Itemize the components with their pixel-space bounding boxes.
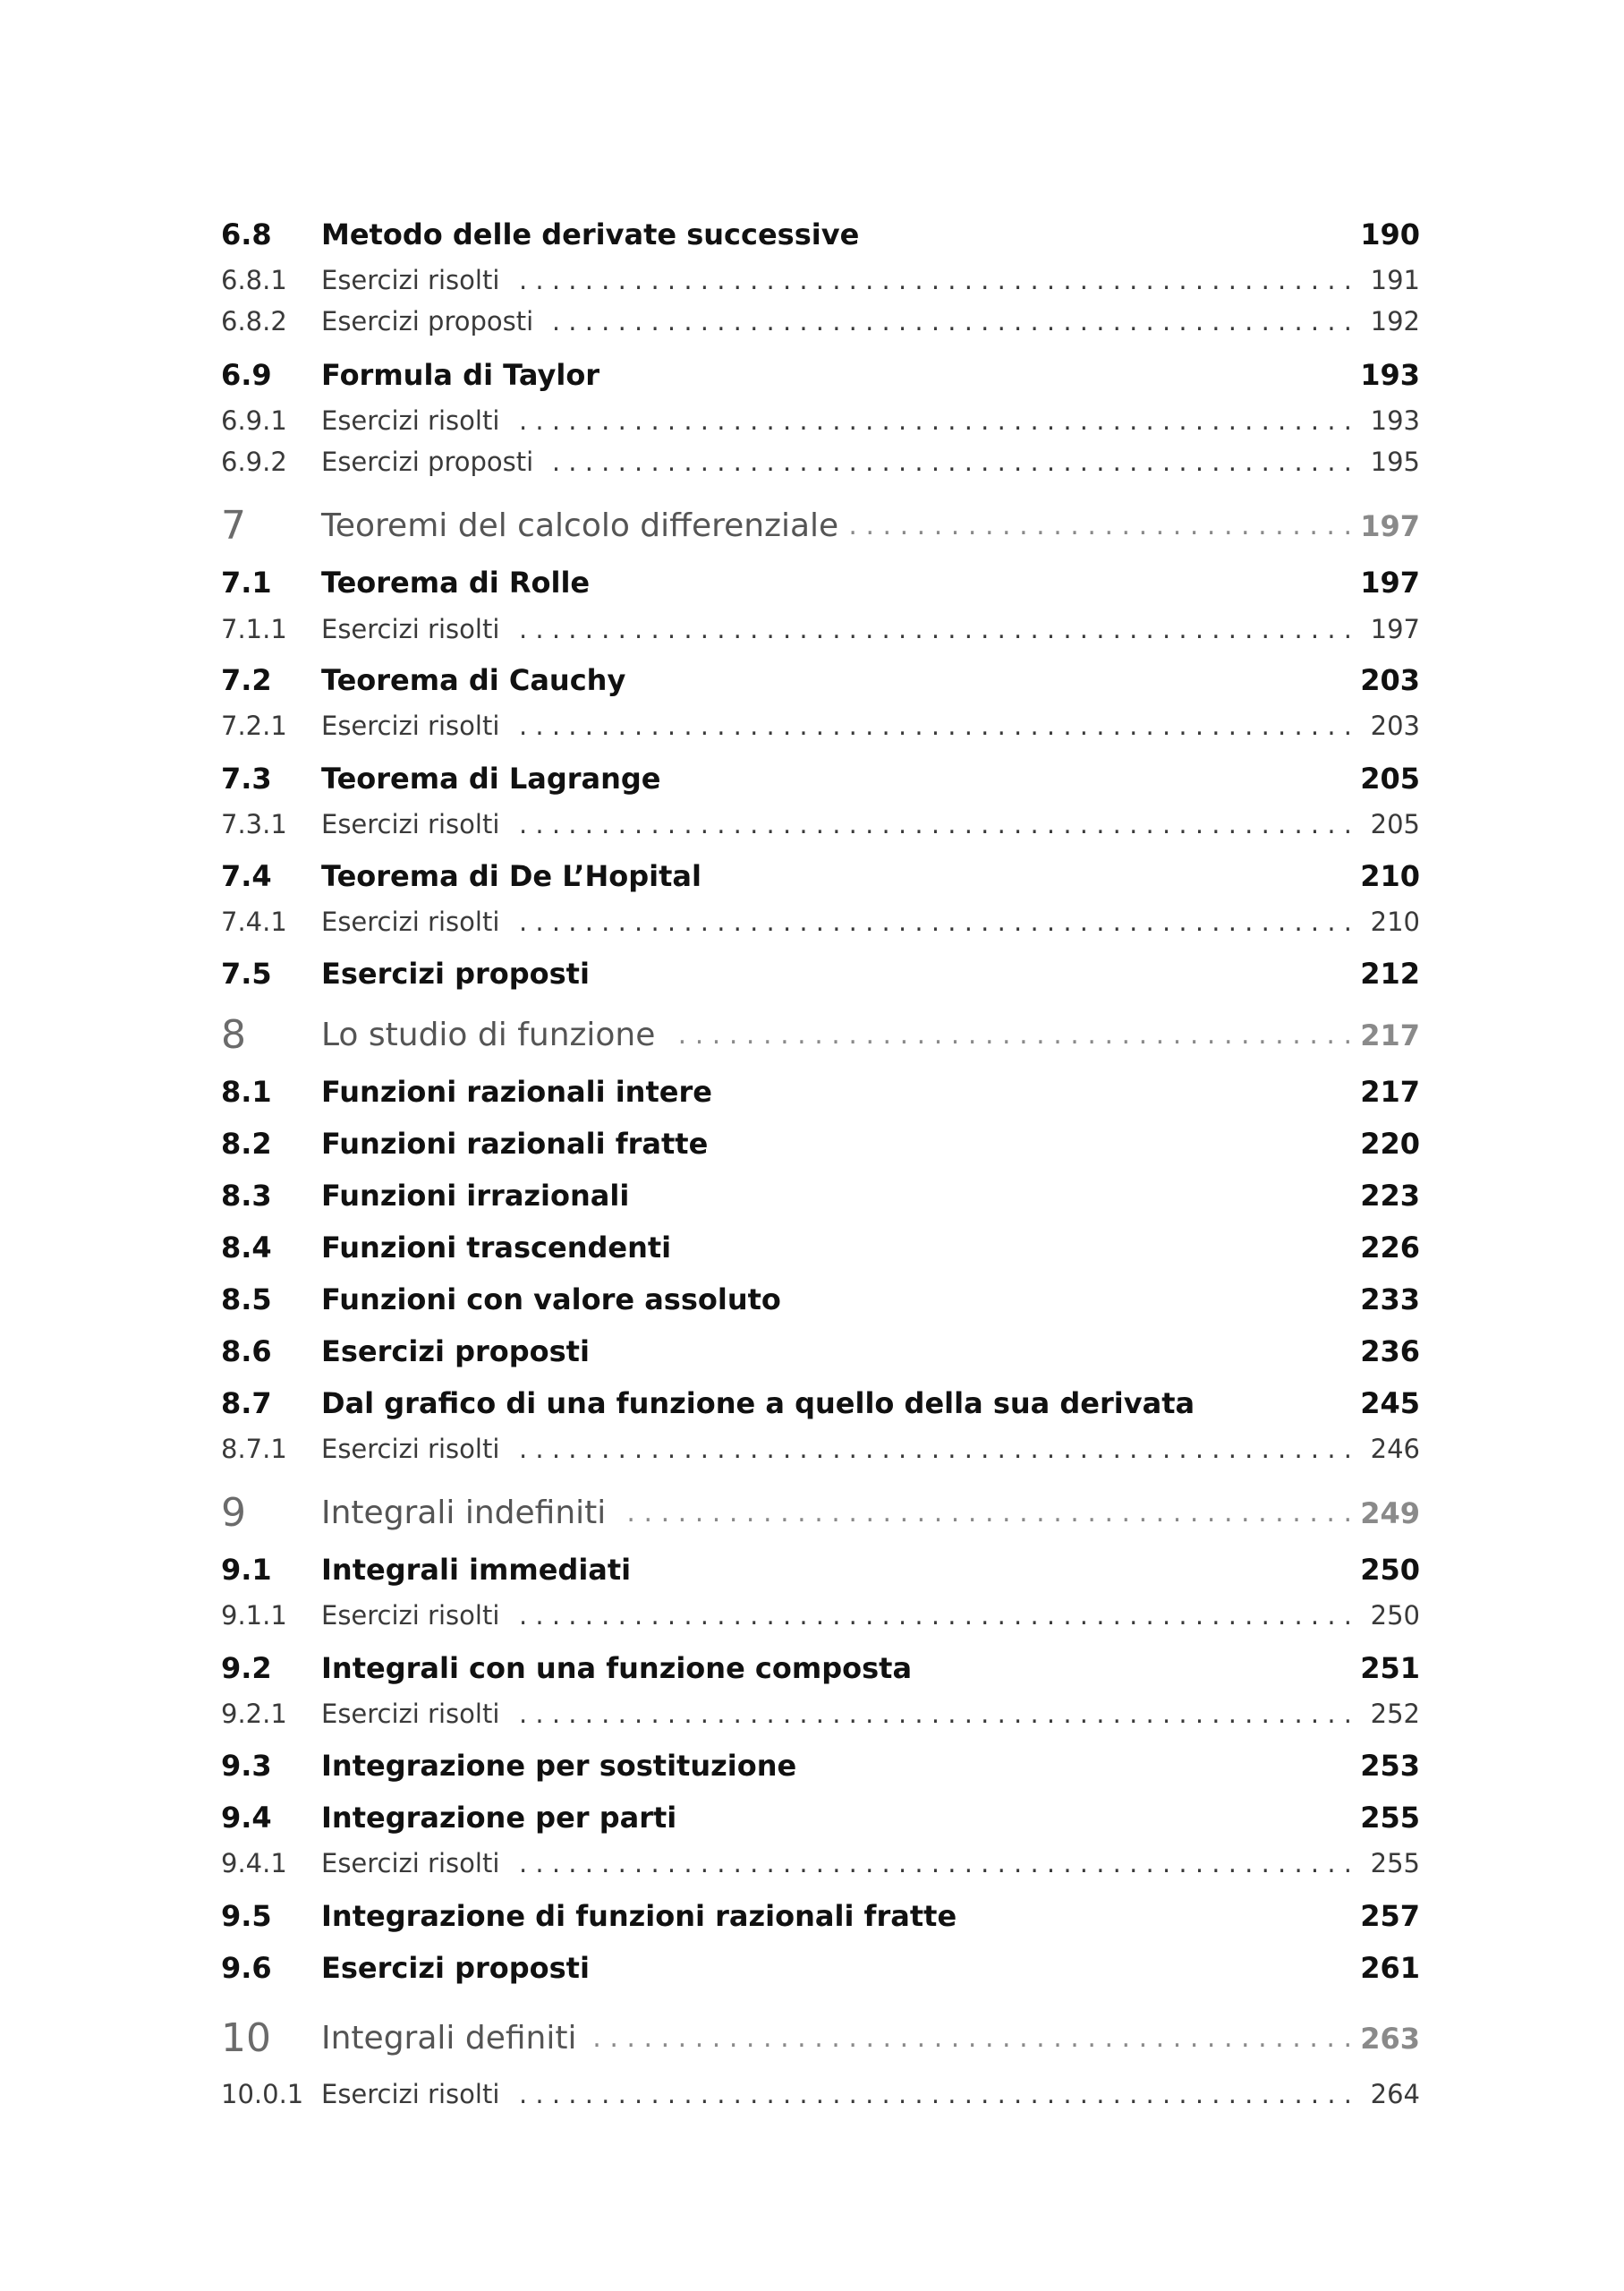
- toc-subsection-row[interactable]: [221, 296, 1420, 346]
- toc-title: Esercizi proposti: [321, 1334, 590, 1368]
- toc-subsection-row[interactable]: [221, 1590, 1420, 1640]
- toc-page-number: 217: [1360, 1075, 1420, 1109]
- toc-section-row[interactable]: [221, 1643, 1420, 1693]
- toc-title: Teorema di De L’Hopital: [321, 859, 701, 893]
- toc-title: Esercizi proposti: [321, 957, 590, 991]
- toc-chapter-row[interactable]: [221, 501, 1420, 551]
- toc-title: Integrali indefiniti: [321, 1495, 607, 1531]
- toc-leader-dots: [512, 701, 1352, 751]
- toc-subsection-row[interactable]: [221, 437, 1420, 487]
- toc-number: 7.4.1: [221, 907, 287, 937]
- toc-section-row[interactable]: [221, 851, 1420, 901]
- toc-page-number: 197: [1370, 614, 1420, 644]
- toc-page-number: 205: [1370, 809, 1420, 839]
- toc-number: 8.5: [221, 1282, 272, 1316]
- toc-title: Esercizi risolti: [321, 1848, 500, 1878]
- toc-page-number: 257: [1360, 1899, 1420, 1933]
- toc-page-number: 210: [1370, 907, 1420, 937]
- toc-page-number: 203: [1360, 663, 1420, 697]
- toc-leader-dots: [512, 2069, 1352, 2119]
- toc-leader-dots: [512, 799, 1352, 849]
- toc-section-row[interactable]: [221, 558, 1420, 608]
- toc-number: 9.3: [221, 1749, 272, 1783]
- toc-page-number: 197: [1360, 566, 1420, 600]
- toc-page-number: 217: [1360, 1018, 1420, 1052]
- toc-title: Metodo delle derivate successive: [321, 217, 860, 251]
- toc-title: Lo studio di funzione: [321, 1017, 656, 1053]
- toc-page-number: 250: [1360, 1553, 1420, 1587]
- toc-leader-dots: [512, 1590, 1352, 1640]
- toc-leader-dots: [512, 1689, 1352, 1739]
- toc-page-number: 210: [1360, 859, 1420, 893]
- toc-page-number: 255: [1370, 1848, 1420, 1878]
- toc-subsection-row[interactable]: [221, 604, 1420, 654]
- toc-title: Teorema di Lagrange: [321, 762, 661, 796]
- toc-title: Formula di Taylor: [321, 358, 600, 392]
- toc-title: Integrali con una funzione composta: [321, 1651, 913, 1685]
- toc-number: 6.8.2: [221, 306, 287, 336]
- toc-number: 6.8: [221, 217, 272, 251]
- toc-page-number: 250: [1370, 1600, 1420, 1631]
- toc-section-row[interactable]: [221, 1274, 1420, 1324]
- toc-number: 9.5: [221, 1899, 272, 1933]
- toc-page-number: 249: [1360, 1496, 1420, 1530]
- toc-number: 7.5: [221, 957, 272, 991]
- toc-title: Teoremi del calcolo differenziale: [321, 507, 839, 544]
- toc-section-row[interactable]: [221, 1222, 1420, 1273]
- toc-page-number: 233: [1360, 1282, 1420, 1316]
- toc-title: Integrali immediati: [321, 1553, 632, 1587]
- toc-subsection-row[interactable]: [221, 897, 1420, 947]
- toc-title: Esercizi risolti: [321, 2079, 500, 2109]
- toc-leader-dots: [512, 897, 1352, 947]
- toc-title: Funzioni razionali fratte: [321, 1127, 709, 1161]
- toc-leader-dots: [589, 2014, 1352, 2064]
- toc-number: 9.2.1: [221, 1699, 287, 1729]
- toc-number: 9.2: [221, 1651, 272, 1685]
- toc-page-number: 195: [1370, 447, 1420, 477]
- toc-page-number: 245: [1360, 1386, 1420, 1420]
- toc-section-row[interactable]: [221, 209, 1420, 260]
- toc-number: 9: [221, 1490, 246, 1536]
- toc-subsection-row[interactable]: [221, 701, 1420, 751]
- toc-chapter-row[interactable]: [221, 1010, 1420, 1060]
- toc-section-row[interactable]: [221, 1171, 1420, 1221]
- toc-title: Esercizi risolti: [321, 1699, 500, 1729]
- toc-page-number: 253: [1360, 1749, 1420, 1783]
- toc-page-number: 264: [1370, 2079, 1420, 2109]
- toc-page-number: 261: [1360, 1951, 1420, 1985]
- toc-number: 8.6: [221, 1334, 272, 1368]
- toc-section-row[interactable]: [221, 1545, 1420, 1595]
- toc-page-number: 212: [1360, 957, 1420, 991]
- toc-leader-dots: [512, 1838, 1352, 1888]
- toc-title: Funzioni trascendenti: [321, 1231, 672, 1265]
- toc-section-row[interactable]: [221, 1943, 1420, 1993]
- toc-number: 8.4: [221, 1231, 272, 1265]
- toc-number: 6.9.2: [221, 447, 287, 477]
- toc-section-row[interactable]: [221, 1891, 1420, 1941]
- toc-title: Funzioni irrazionali: [321, 1179, 630, 1213]
- toc-leader-dots: [546, 437, 1352, 487]
- toc-page-number: 263: [1360, 2022, 1420, 2056]
- toc-page-number: 236: [1360, 1334, 1420, 1368]
- toc-title: Teorema di Cauchy: [321, 663, 626, 697]
- toc-number: 9.4: [221, 1801, 272, 1835]
- toc-page-number: 192: [1370, 306, 1420, 336]
- toc-subsection-row[interactable]: [221, 1838, 1420, 1888]
- toc-number: 7.3.1: [221, 809, 287, 839]
- toc-subsection-row[interactable]: [221, 799, 1420, 849]
- toc-title: Dal grafico di una funzione a quello della sua derivata: [321, 1386, 1195, 1420]
- toc-number: 6.9: [221, 358, 272, 392]
- toc-subsection-row[interactable]: [221, 2069, 1420, 2119]
- toc-section-row[interactable]: [221, 350, 1420, 400]
- toc-number: 6.8.1: [221, 265, 287, 295]
- toc-page-number: 255: [1360, 1801, 1420, 1835]
- toc-number: 8.7: [221, 1386, 272, 1420]
- toc-leader-dots: [512, 1424, 1352, 1474]
- toc-number: 7.2.1: [221, 711, 287, 741]
- toc-page-number: 190: [1360, 217, 1420, 251]
- toc-leader-dots: [667, 1010, 1352, 1060]
- toc-title: Integrazione di funzioni razionali fratte: [321, 1899, 957, 1933]
- toc-title: Esercizi risolti: [321, 1600, 500, 1631]
- toc-number: 7.4: [221, 859, 272, 893]
- toc-title: Esercizi risolti: [321, 711, 500, 741]
- toc-number: 9.6: [221, 1951, 272, 1985]
- toc-title: Esercizi risolti: [321, 614, 500, 644]
- toc-leader-dots: [512, 604, 1352, 654]
- toc-page-number: 251: [1360, 1651, 1420, 1685]
- toc-number: 9.1: [221, 1553, 272, 1587]
- toc-page-number: 252: [1370, 1699, 1420, 1729]
- toc-title: Teorema di Rolle: [321, 566, 591, 600]
- toc-page-number: 193: [1360, 358, 1420, 392]
- toc-number: 9.1.1: [221, 1600, 287, 1631]
- toc-number: 8.1: [221, 1075, 272, 1109]
- toc-page-number: 220: [1360, 1127, 1420, 1161]
- toc-title: Esercizi risolti: [321, 809, 500, 839]
- toc-title: Esercizi risolti: [321, 907, 500, 937]
- toc-page-number: 203: [1370, 711, 1420, 741]
- toc-title: Esercizi risolti: [321, 1434, 500, 1464]
- toc-section-row[interactable]: [221, 1326, 1420, 1376]
- toc-subsection-row[interactable]: [221, 1424, 1420, 1474]
- toc-section-row[interactable]: [221, 754, 1420, 804]
- toc-title: Esercizi risolti: [321, 405, 500, 436]
- toc-page-number: 226: [1360, 1231, 1420, 1265]
- toc-chapter-row[interactable]: [221, 1488, 1420, 1538]
- toc-section-row[interactable]: [221, 949, 1420, 999]
- toc-page-number: 193: [1370, 405, 1420, 436]
- toc-number: 7.2: [221, 663, 272, 697]
- toc-page-number: 246: [1370, 1434, 1420, 1464]
- toc-title: Esercizi risolti: [321, 265, 500, 295]
- toc-title: Integrali definiti: [321, 2020, 577, 2057]
- toc-page-number: 205: [1360, 762, 1420, 796]
- toc-leader-dots: [618, 1488, 1352, 1538]
- toc-page-number: 223: [1360, 1179, 1420, 1213]
- toc-page-number: 191: [1370, 265, 1420, 295]
- toc-number: 6.9.1: [221, 405, 287, 436]
- toc-section-row[interactable]: [221, 1119, 1420, 1169]
- toc-number: 8.7.1: [221, 1434, 287, 1464]
- toc-section-row[interactable]: [221, 1793, 1420, 1843]
- toc-leader-dots: [851, 501, 1352, 551]
- toc-number: 10.0.1: [221, 2079, 304, 2109]
- toc-title: Esercizi proposti: [321, 306, 534, 336]
- toc-number: 7.3: [221, 762, 272, 796]
- toc-number: 8.2: [221, 1127, 272, 1161]
- toc-number: 9.4.1: [221, 1848, 287, 1878]
- toc-title: Funzioni razionali intere: [321, 1075, 712, 1109]
- toc-subsection-row[interactable]: [221, 1689, 1420, 1739]
- toc-number: 7.1: [221, 566, 272, 600]
- toc-title: Integrazione per sostituzione: [321, 1749, 797, 1783]
- toc-number: 7: [221, 503, 246, 549]
- toc-leader-dots: [546, 296, 1352, 346]
- toc-number: 8: [221, 1012, 246, 1058]
- toc-section-row[interactable]: [221, 1741, 1420, 1791]
- toc-title: Integrazione per parti: [321, 1801, 677, 1835]
- toc-number: 10: [221, 2015, 271, 2061]
- toc-section-row[interactable]: [221, 655, 1420, 705]
- toc-section-row[interactable]: [221, 1378, 1420, 1428]
- toc-section-row[interactable]: [221, 1067, 1420, 1117]
- toc-title: Funzioni con valore assoluto: [321, 1282, 781, 1316]
- toc-number: 7.1.1: [221, 614, 287, 644]
- toc-number: 8.3: [221, 1179, 272, 1213]
- toc-title: Esercizi proposti: [321, 1951, 590, 1985]
- toc-page-number: 197: [1360, 509, 1420, 543]
- toc-chapter-row[interactable]: [221, 2014, 1420, 2064]
- toc-title: Esercizi proposti: [321, 447, 534, 477]
